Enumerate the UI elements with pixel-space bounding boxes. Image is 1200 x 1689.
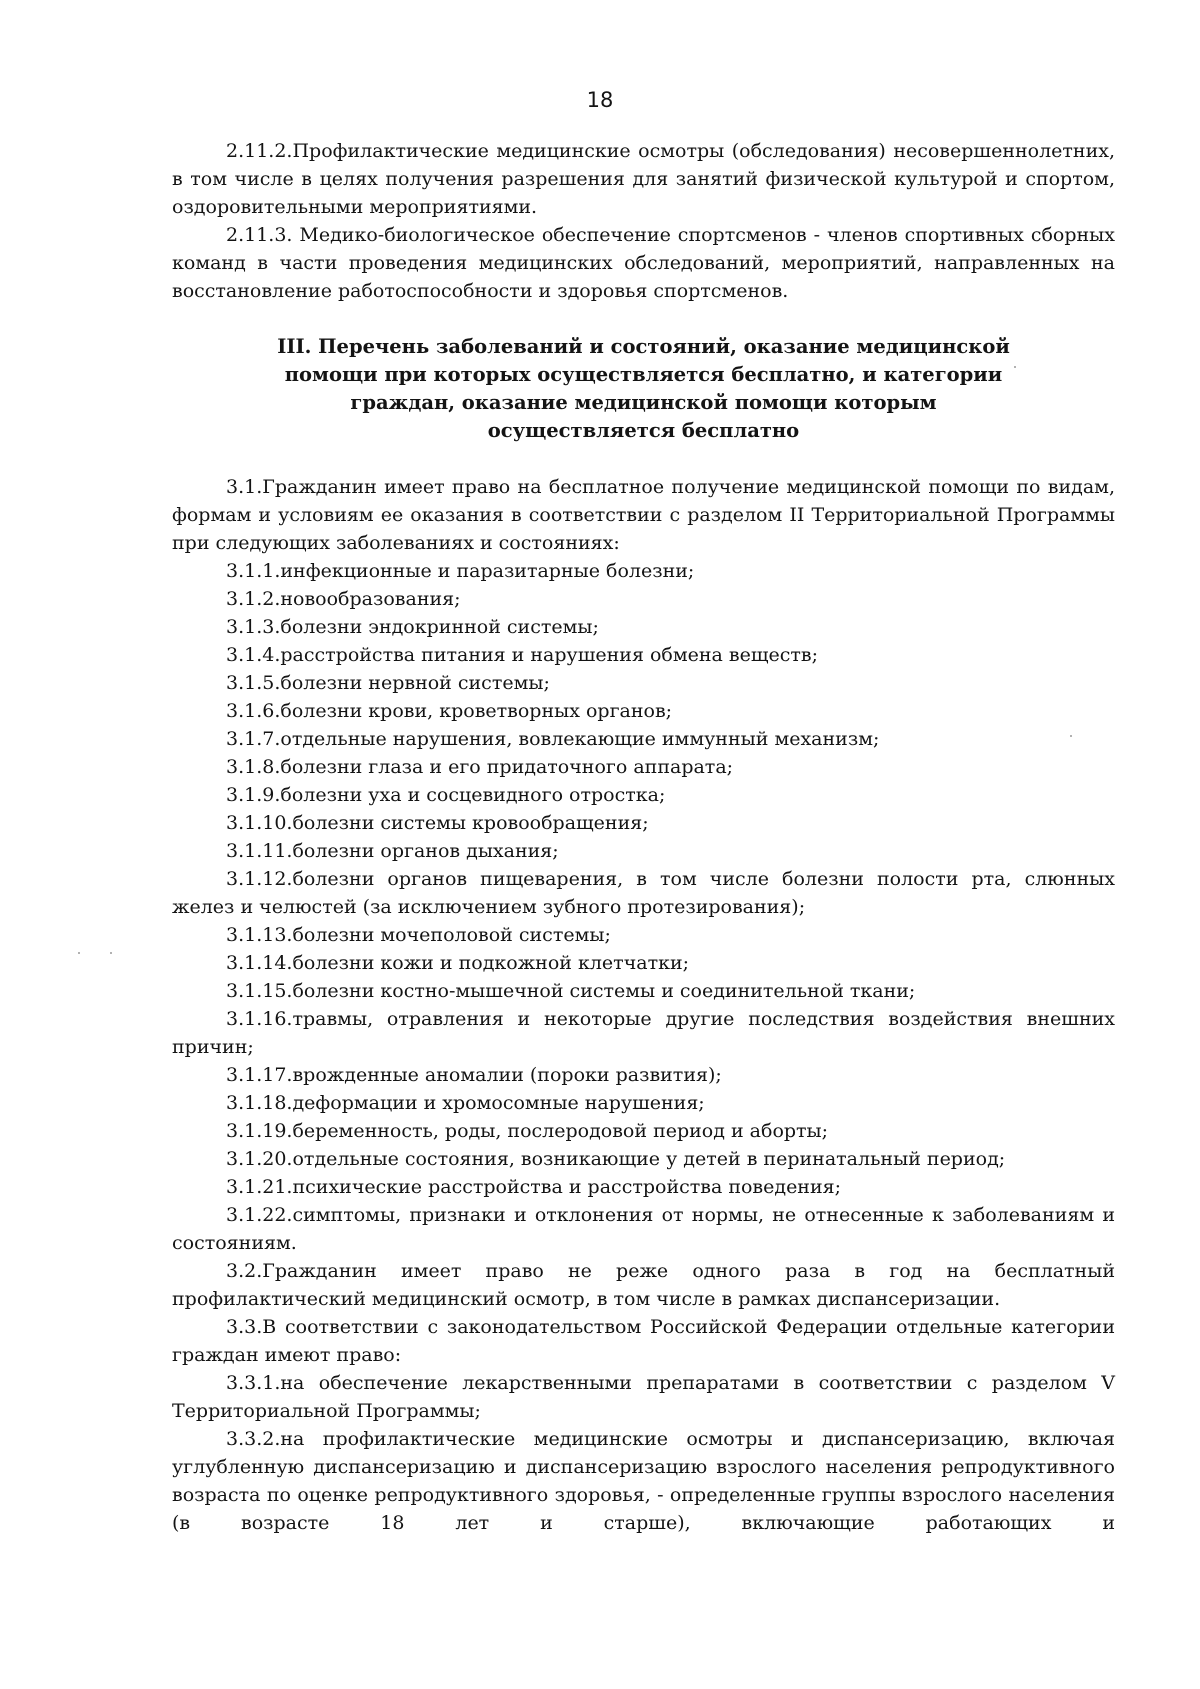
list-item: 3.1.13.болезни мочеполовой системы;: [226, 924, 611, 946]
page-number: 18: [586, 88, 614, 112]
paragraph-3-2: 3.2.Гражданин имеет право не реже одного раза в год на бесплатный профилактический медицинский осмотр, в том числе в рамках диспансеризации.: [172, 1260, 1115, 1310]
scan-speck: [78, 952, 80, 954]
paragraph-2-11-3: 2.11.3. Медико-биологическое обеспечение спортсменов - членов спортивных сборных команд в части проведения медицинских обследований, мероприятий, направленных на восстановление работоспособности и здоровья спортсменов.: [172, 224, 1115, 302]
paragraph-3-1: 3.1.Гражданин имеет право на бесплатное получение медицинской помощи по видам, формам и условиям ее оказания в соответствии с разделом II Территориальной Программы при следующих заболеваниях и состояниях:: [172, 476, 1115, 554]
section-heading-line: III. Перечень заболеваний и состояний, оказание медицинской: [277, 335, 1010, 358]
list-item: 3.1.6.болезни крови, кроветворных органов;: [226, 700, 673, 722]
spacer: [172, 305, 1115, 333]
document-body: [172, 137, 1115, 1537]
list-item: 3.1.11.болезни органов дыхания;: [226, 840, 559, 862]
scan-speck: [1014, 366, 1016, 368]
list-item: 3.1.2.новообразования;: [226, 588, 461, 610]
paragraph-2-11-2: 2.11.2.Профилактические медицинские осмотры (обследования) несовершеннолетних, в том числе в целях получения разрешения для занятий физической культурой и спортом, оздоровительными мероприятиями.: [172, 140, 1115, 218]
list-item: 3.1.9.болезни уха и сосцевидного отростка;: [226, 784, 666, 806]
list-item: 3.1.21.психические расстройства и расстройства поведения;: [226, 1176, 842, 1198]
list-item: 3.1.18.деформации и хромосомные нарушения;: [226, 1092, 705, 1114]
paragraph-3-3: 3.3.В соответствии с законодательством Российской Федерации отдельные категории граждан имеют право:: [172, 1316, 1115, 1366]
scan-speck: [1070, 735, 1072, 737]
list-item: 3.1.10.болезни системы кровообращения;: [226, 812, 649, 834]
paragraph-3-3-2: 3.3.2.на профилактические медицинские осмотры и диспансеризацию, включая углубленную диспансеризацию и диспансеризацию взрослого населения репродуктивного возраста по оценке репродуктивного здоровья, - определенные группы взрослого населения (в возрасте 18 лет и старше), включающие работающих и: [172, 1428, 1115, 1534]
list-item: 3.1.12.болезни органов пищеварения, в том числе болезни полости рта, слюнных желез и челюстей (за исключением зубного протезирования);: [172, 868, 1115, 918]
list-item: 3.1.1.инфекционные и паразитарные болезни;: [226, 560, 695, 582]
paragraph-3-3-1: 3.3.1.на обеспечение лекарственными препаратами в соответствии с разделом V Территориальной Программы;: [172, 1372, 1115, 1422]
list-item: 3.1.20.отдельные состояния, возникающие у детей в перинатальный период;: [226, 1148, 1006, 1170]
list-item: 3.1.4.расстройства питания и нарушения обмена веществ;: [226, 644, 818, 666]
disease-list: [172, 557, 1115, 1257]
section-heading-line: осуществляется бесплатно: [487, 419, 800, 442]
list-item: 3.1.22.симптомы, признаки и отклонения от нормы, не отнесенные к заболеваниям и состояниям.: [172, 1204, 1115, 1254]
list-item: 3.1.17.врожденные аномалии (пороки развития);: [226, 1064, 722, 1086]
spacer: [172, 445, 1115, 473]
scan-speck: [110, 952, 112, 954]
list-item: 3.1.16.травмы, отравления и некоторые другие последствия воздействия внешних причин;: [172, 1008, 1115, 1058]
list-item: 3.1.7.отдельные нарушения, вовлекающие иммунный механизм;: [226, 728, 880, 750]
list-item: 3.1.3.болезни эндокринной системы;: [226, 616, 599, 638]
section-heading-line: граждан, оказание медицинской помощи которым: [350, 391, 937, 414]
list-item: 3.1.19.беременность, роды, послеродовой период и аборты;: [226, 1120, 829, 1142]
list-item: 3.1.5.болезни нервной системы;: [226, 672, 550, 694]
section-heading: [172, 333, 1115, 445]
list-item: 3.1.14.болезни кожи и подкожной клетчатки;: [226, 952, 690, 974]
list-item: 3.1.15.болезни костно-мышечной системы и соединительной ткани;: [226, 980, 916, 1002]
section-heading-line: помощи при которых осуществляется бесплатно, и категории: [284, 363, 1003, 386]
list-item: 3.1.8.болезни глаза и его придаточного аппарата;: [226, 756, 734, 778]
